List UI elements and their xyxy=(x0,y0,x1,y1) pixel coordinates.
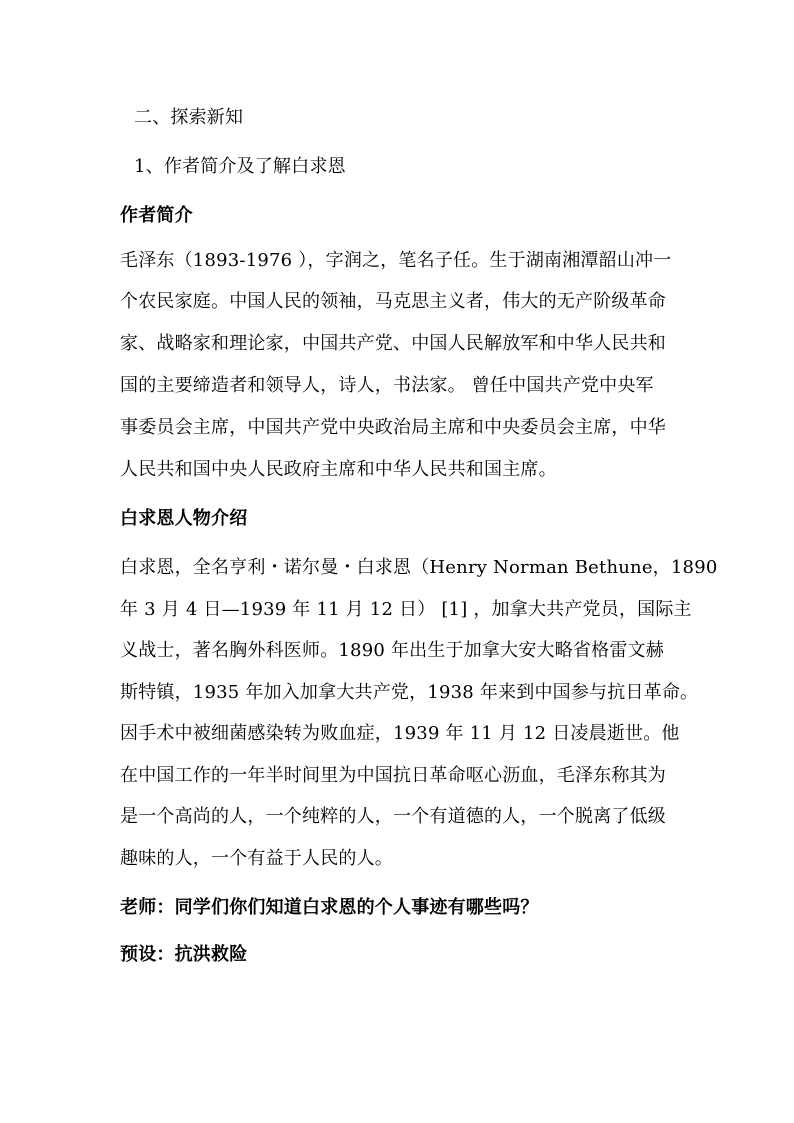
author-line: 人民共和国中央人民政府主席和中华人民共和国主席。 xyxy=(120,459,557,480)
author-line: 毛泽东（1893-1976 ），字润之，笔名子任。生于湖南湘潭韶山冲一 xyxy=(120,250,672,271)
author-line: 国的主要缔造者和领导人，诗人，书法家。 曾任中国共产党中央军 xyxy=(120,375,654,396)
preset-answer: 预设：抗洪救险 xyxy=(120,944,248,965)
teacher-question: 老师：同学们你们知道白求恩的个人事迹有哪些吗？ xyxy=(120,897,539,918)
bethune-line: 是一个高尚的人，一个纯粹的人，一个有道德的人，一个脱离了低级 xyxy=(120,806,666,827)
bethune-line: 白求恩，全名亨利・诺尔曼・白求恩（Henry Norman Bethune，1890 xyxy=(120,557,718,578)
bethune-line: 趣味的人，一个有益于人民的人。 xyxy=(120,848,393,869)
subsection-heading: 1、作者简介及了解白求恩 xyxy=(134,156,346,177)
bethune-line: 义战士，著名胸外科医师。1890 年出生于加拿大安大略省格雷文赫 xyxy=(120,640,664,661)
author-line: 家、战略家和理论家，中国共产党、中国人民解放军和中华人民共和 xyxy=(120,333,666,354)
author-line: 事委员会主席，中国共产党中央政治局主席和中央委员会主席，中华 xyxy=(120,417,666,438)
bethune-line: 年 3 月 4 日—1939 年 11 月 12 日） [1] ，加拿大共产党员，国际主 xyxy=(120,599,692,620)
bethune-line: 斯特镇，1935 年加入加拿大共产党，1938 年来到中国参与抗日革命。 xyxy=(120,682,699,703)
author-heading: 作者简介 xyxy=(120,205,193,226)
section-heading: 二、探索新知 xyxy=(134,107,244,128)
bethune-heading: 白求恩人物介绍 xyxy=(120,508,248,529)
bethune-line: 在中国工作的一年半时间里为中国抗日革命呕心沥血，毛泽东称其为 xyxy=(120,765,666,786)
bethune-line: 因手术中被细菌感染转为败血症，1939 年 11 月 12 日凌晨逝世。他 xyxy=(120,723,680,744)
author-line: 个农民家庭。中国人民的领袖，马克思主义者，伟大的无产阶级革命 xyxy=(120,291,666,312)
